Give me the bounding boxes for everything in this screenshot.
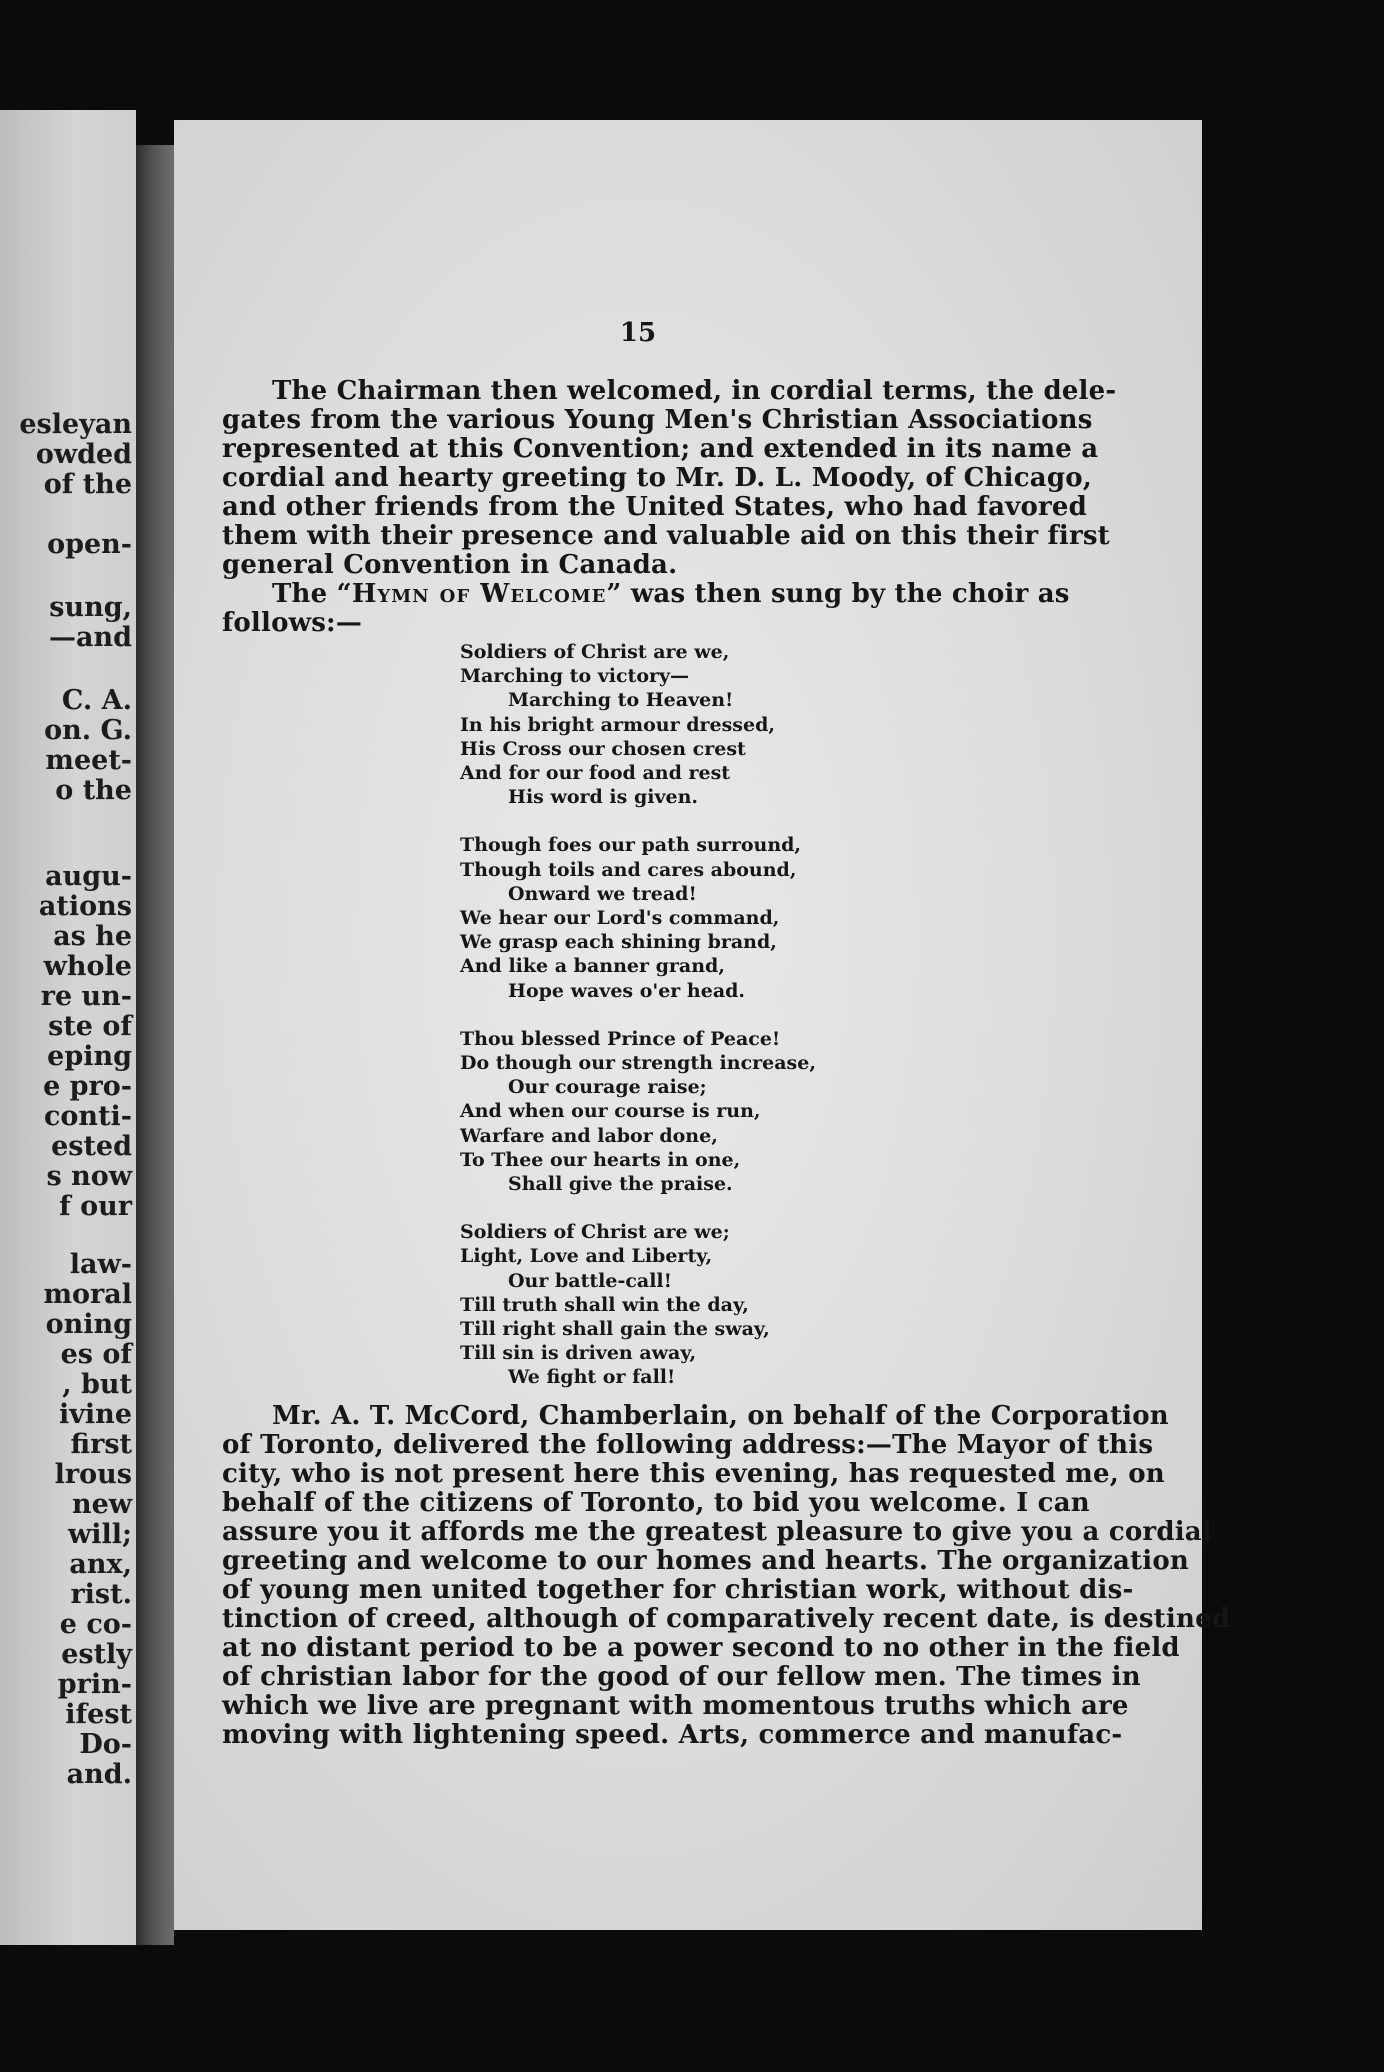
text-line: and other friends from the United States, who had favored (222, 492, 1088, 522)
left-fragment: augu- (45, 861, 132, 892)
left-fragment: oning (45, 1309, 132, 1340)
hymn-verse-line: In his bright armour dressed, (460, 713, 775, 736)
text-line: behalf of the citizens of Toronto, to bid you welcome. I can (222, 1488, 1090, 1518)
hymn-verse-line: Soldiers of Christ are we, (460, 641, 730, 663)
hymn-verse-line: Onward we tread! (508, 882, 697, 905)
text-line: general Convention in Canada. (222, 550, 678, 580)
left-fragment: ste of (48, 1011, 132, 1042)
left-fragment: rist. (70, 1579, 132, 1610)
left-fragment: ations (38, 891, 132, 922)
left-fragment: as he (53, 921, 132, 952)
text-line: city, who is not present here this evening, has requested me, on (222, 1459, 1165, 1489)
hymn-verse-line: Though toils and cares abound, (460, 858, 797, 881)
left-fragment: on. G. (44, 715, 132, 746)
left-fragment: moral (43, 1279, 132, 1310)
paragraph-hymn-intro (222, 579, 1070, 638)
left-fragment: ivine (58, 1399, 132, 1430)
left-fragment: lrous (54, 1459, 132, 1490)
text-line: follows:— (222, 608, 363, 638)
hymn-verse-line: Thou blessed Prince of Peace! (460, 1027, 781, 1050)
left-fragment: e co- (59, 1609, 132, 1640)
left-fragment: eping (47, 1041, 132, 1072)
hymn-verse-line: Till truth shall win the day, (460, 1293, 749, 1316)
hymn-verse-line: Till right shall gain the sway, (460, 1318, 770, 1341)
text-fragment: The “ (272, 579, 352, 609)
hymn-verse-line: Till sin is driven away, (460, 1342, 697, 1365)
left-fragment: open- (47, 529, 132, 560)
hymn-verse-line: Light, Love and Liberty, (460, 1245, 713, 1268)
text-line (222, 579, 1070, 609)
left-fragment: C. A. (61, 685, 132, 716)
left-fragment: estly (61, 1639, 132, 1670)
hymn-stanza (460, 640, 880, 809)
left-fragment: conti- (43, 1101, 132, 1132)
text-line: Mr. A. T. McCord, Chamberlain, on behalf of the Corporation (272, 1401, 1169, 1431)
text-line: of young men united together for christian work, without dis- (222, 1575, 1134, 1605)
text-line: assure you it affords me the greatest pleasure to give you a cordial (222, 1517, 1212, 1547)
hymn-verse-line: And like a banner grand, (460, 955, 725, 978)
left-fragment: will; (68, 1519, 132, 1550)
hymn-verse-line: We grasp each shining brand, (460, 931, 777, 954)
hymn-title: Hymn of Welcome (351, 579, 607, 609)
left-fragment: whole (43, 951, 132, 982)
text-line: of christian labor for the good of our fellow men. The times in (222, 1662, 1141, 1692)
paragraph-chairman-welcome (222, 376, 1117, 580)
text-line: cordial and hearty greeting to Mr. D. L. Moody, of Chicago, (222, 463, 1093, 493)
left-fragment: new (71, 1489, 132, 1520)
hymn-verse-line: Marching to victory— (460, 665, 690, 688)
left-fragment: s now (46, 1161, 132, 1192)
hymn-verse-line: His word is given. (508, 786, 699, 809)
left-fragment: , but (62, 1369, 132, 1400)
hymn-verse-line: We fight or fall! (508, 1366, 676, 1389)
left-fragment: re un- (40, 981, 132, 1012)
left-fragment: anx, (69, 1549, 132, 1580)
hymn-stanza (460, 1027, 880, 1196)
hymn-verse-line: And for our food and rest (460, 762, 731, 785)
text-line: greeting and welcome to our homes and hearts. The organization (222, 1546, 1189, 1576)
text-line: represented at this Convention; and extended in its name a (222, 434, 1099, 464)
hymn-verse-line: Warfare and labor done, (460, 1124, 718, 1147)
hymn-verse-line: Marching to Heaven! (508, 689, 734, 712)
text-fragment: ” was then sung by the choir as (606, 579, 1070, 609)
hymn-verse-line: Though foes our path surround, (460, 834, 802, 857)
hymn-of-welcome (460, 640, 880, 1414)
text-line: them with their presence and valuable aid on this their first (222, 521, 1110, 551)
left-fragment: ested (51, 1131, 132, 1162)
left-fragment: prin- (57, 1669, 132, 1700)
hymn-verse-line: Soldiers of Christ are we; (460, 1221, 730, 1244)
hymn-verse-line: Hope waves o'er head. (508, 979, 746, 1002)
hymn-verse-line: We hear our Lord's command, (460, 907, 780, 930)
left-fragment: and. (66, 1759, 132, 1790)
left-page-edge (0, 110, 136, 1945)
left-fragment: meet- (45, 745, 132, 776)
hymn-stanza (460, 1220, 880, 1389)
left-fragment: esleyan (19, 409, 132, 440)
text-line: of Toronto, delivered the following address:—The Mayor of this (222, 1430, 1154, 1460)
text-line: moving with lightening speed. Arts, commerce and manufac- (222, 1720, 1123, 1750)
left-fragment: Do- (79, 1729, 132, 1760)
left-fragment: first (70, 1429, 132, 1460)
hymn-verse-line: And when our course is run, (460, 1100, 761, 1123)
text-line: The Chairman then welcomed, in cordial terms, the dele- (272, 376, 1117, 406)
left-fragment: e pro- (43, 1071, 132, 1102)
page-number: 15 (619, 318, 657, 348)
hymn-verse-line: Our battle-call! (508, 1269, 672, 1292)
hymn-stanza (460, 833, 880, 1002)
hymn-verse-line: Do though our strength increase, (460, 1052, 816, 1075)
text-line: which we live are pregnant with momentous truths which are (222, 1691, 1129, 1721)
left-fragment: sung, (49, 592, 132, 623)
left-fragment: f our (59, 1191, 132, 1222)
left-fragment: ifest (65, 1699, 132, 1730)
book-gutter-shadow (136, 145, 174, 1945)
paragraph-mccord-address (222, 1401, 1231, 1750)
left-fragment: —and (48, 622, 132, 653)
left-fragment: o the (55, 775, 132, 806)
left-fragment: of the (43, 469, 132, 500)
left-fragment: es of (60, 1339, 132, 1370)
left-fragment: law- (69, 1249, 132, 1280)
hymn-verse-line: His Cross our chosen crest (460, 737, 746, 760)
text-line: gates from the various Young Men's Christian Associations (222, 405, 1093, 435)
hymn-verse-line: Shall give the praise. (508, 1173, 733, 1196)
text-line: at no distant period to be a power second to no other in the field (222, 1633, 1180, 1663)
hymn-verse-line: Our courage raise; (508, 1076, 707, 1099)
hymn-verse-line: To Thee our hearts in one, (460, 1148, 741, 1171)
text-line: tinction of creed, although of comparatively recent date, is destined (222, 1604, 1231, 1634)
left-fragment: owded (35, 439, 132, 470)
